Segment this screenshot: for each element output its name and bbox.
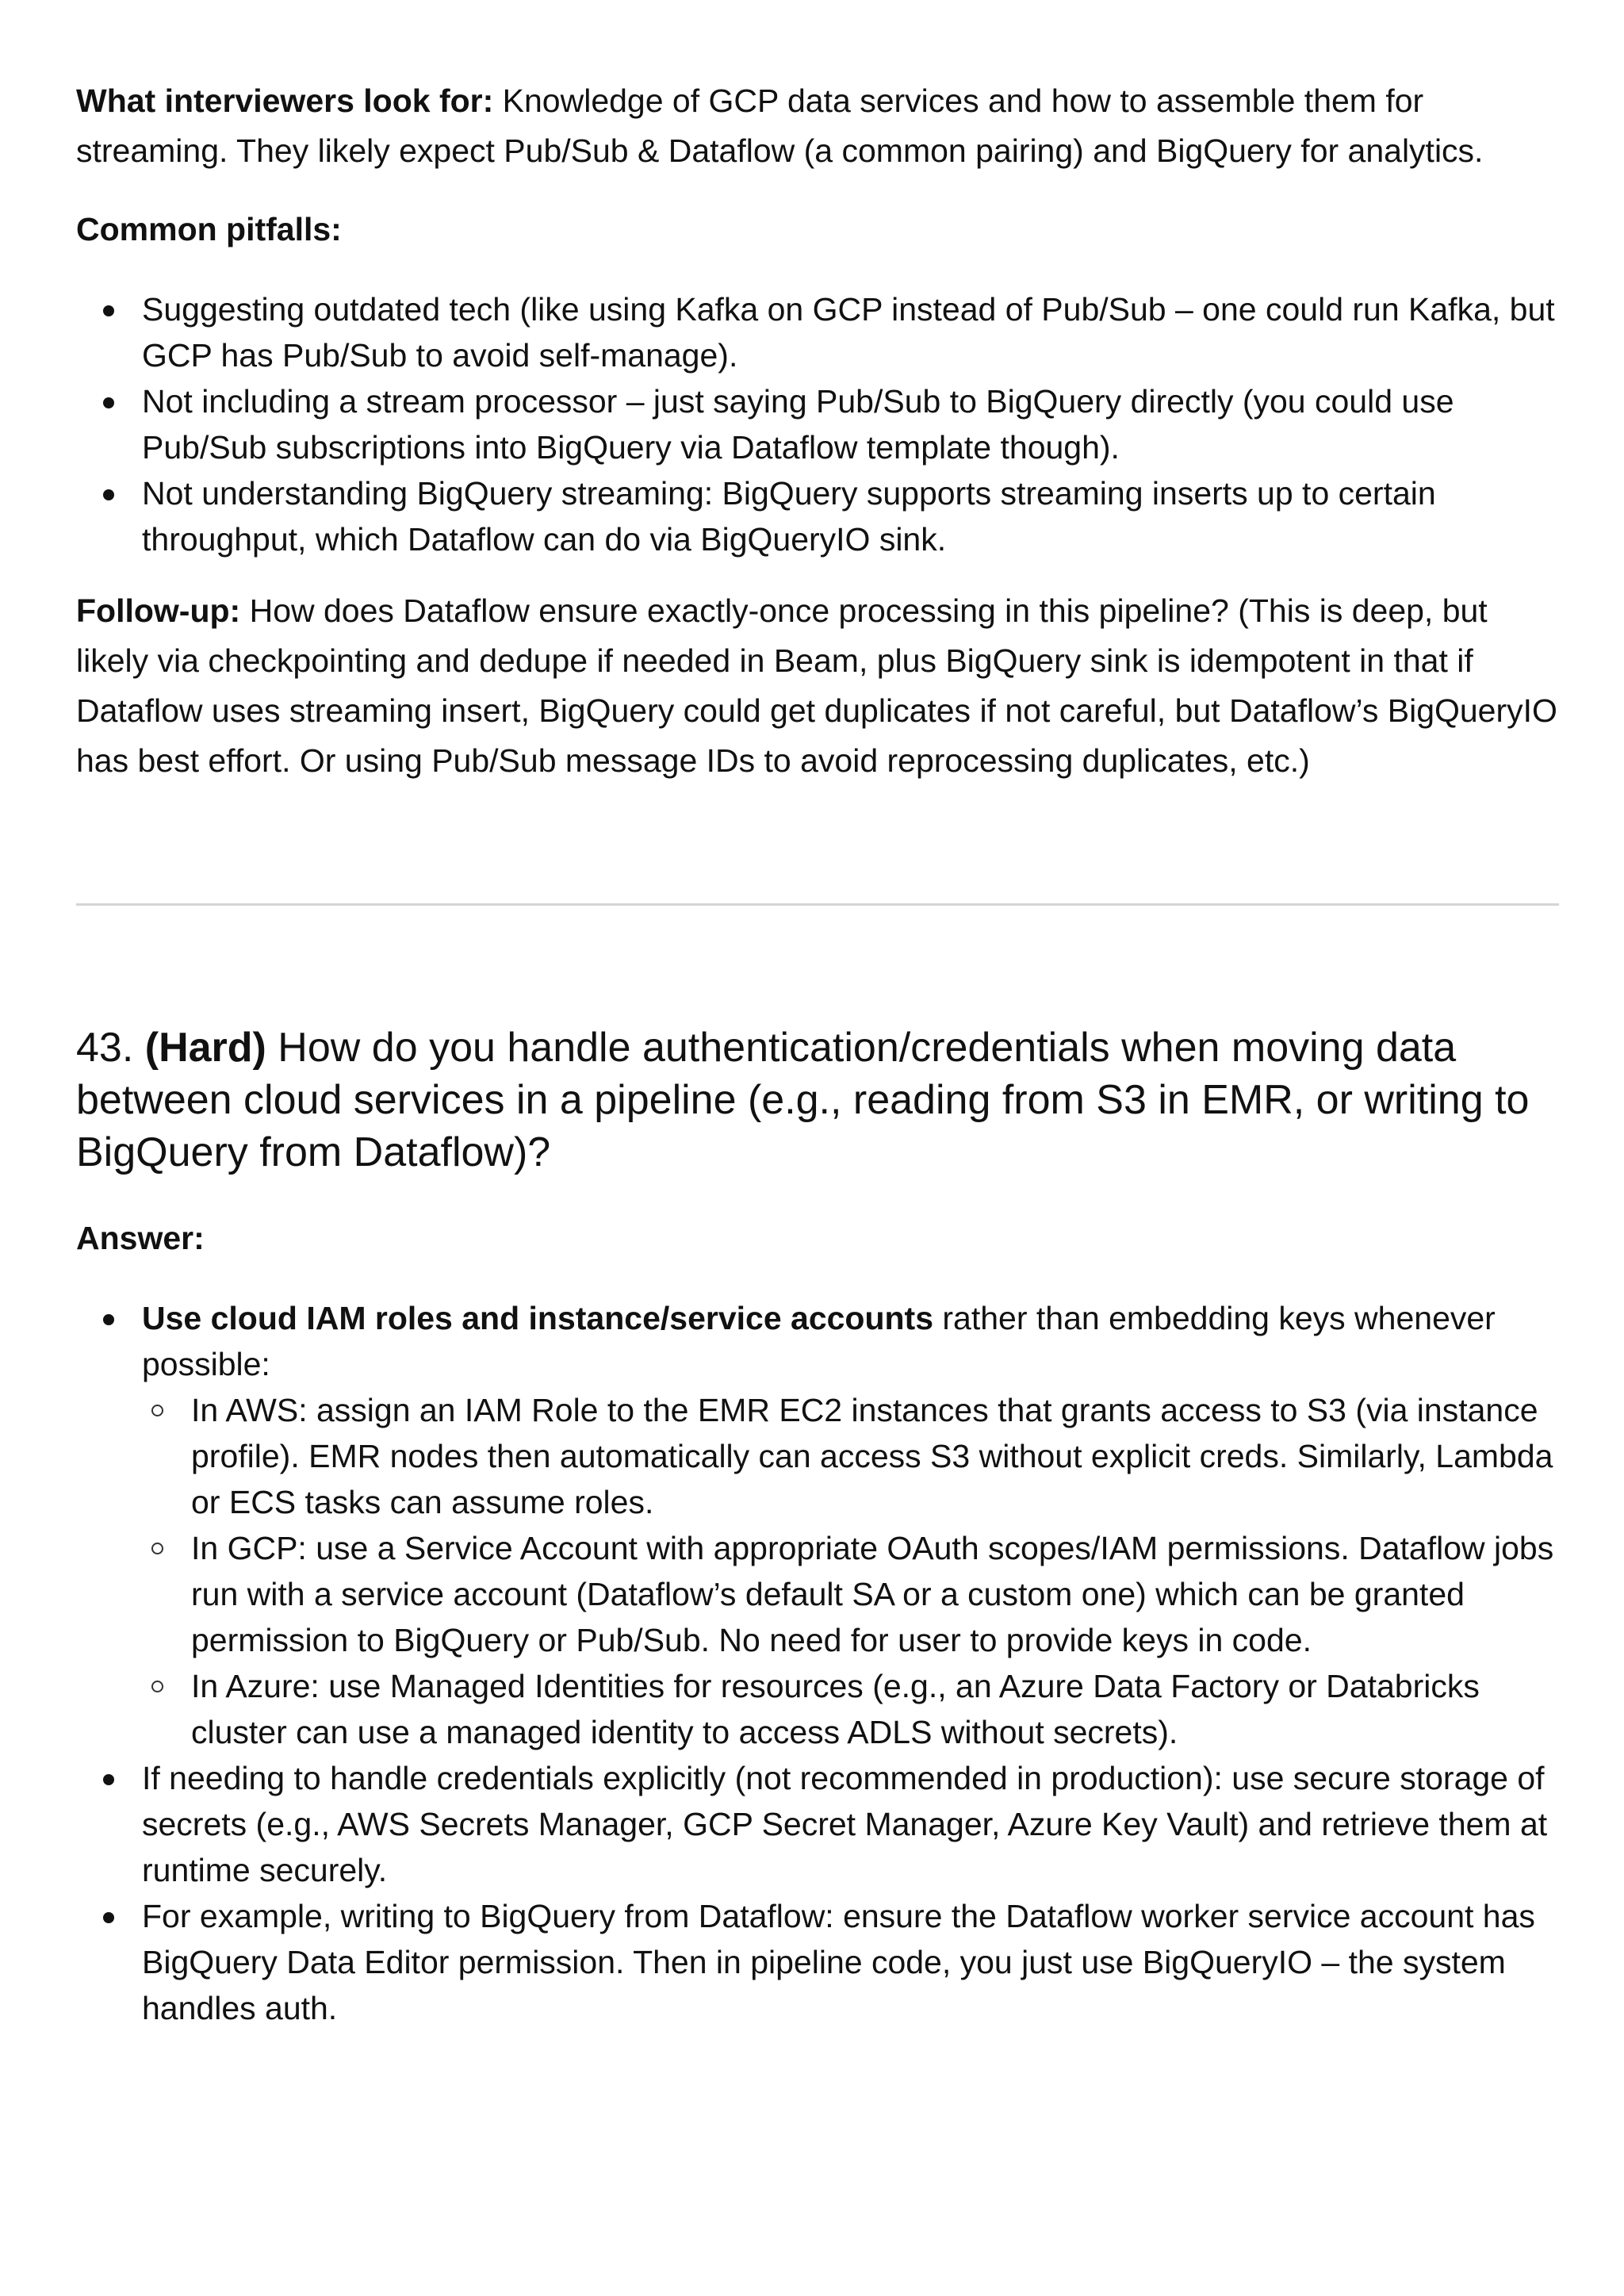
bullet-icon xyxy=(103,1774,114,1785)
question-number: 43. xyxy=(76,1025,134,1071)
list-item xyxy=(142,1387,1559,1525)
question-text: How do you handle authentication/credentials when moving data between cloud services in a pipeline (e.g., reading from S3 in EMR, or writing to BigQuery from Dataflow)? xyxy=(76,1025,1530,1175)
sub-bullet-icon xyxy=(151,1681,163,1692)
pitfall-text: Suggesting outdated tech (like using Kafka on GCP instead of Pub/Sub – one could run Kafka, but GCP has Pub/Sub to avoid self-manage). xyxy=(142,291,1555,374)
interviewers-look-for-paragraph xyxy=(76,76,1559,176)
sub-item-text: In AWS: assign an IAM Role to the EMR EC2 instances that grants access to S3 (via instance profile). EMR nodes then automatically can access S3 without explicit creds. Similarly, Lambda or ECS tasks can assume roles. xyxy=(191,1392,1553,1520)
list-item xyxy=(76,470,1559,562)
list-item xyxy=(76,286,1559,378)
answer-sub-list xyxy=(142,1387,1559,1755)
answer-list xyxy=(76,1295,1559,2031)
pitfall-text: Not including a stream processor – just saying Pub/Sub to BigQuery directly (you could use Pub/Sub subscriptions into BigQuery via Dataflow template though). xyxy=(142,383,1454,466)
list-item xyxy=(76,1893,1559,2031)
pitfall-text: Not understanding BigQuery streaming: BigQuery supports streaming inserts up to certain throughput, which Dataflow can do via BigQueryIO sink. xyxy=(142,475,1436,558)
list-item xyxy=(142,1663,1559,1755)
sub-bullet-icon xyxy=(151,1405,163,1416)
sub-item-text: In GCP: use a Service Account with appropriate OAuth scopes/IAM permissions. Dataflow jobs run with a service account (Dataflow’s default SA or a custom one) which can be granted permission to BigQuery or Pub/Sub. No need for user to provide keys in code. xyxy=(191,1530,1554,1658)
sub-item-text: In Azure: use Managed Identities for resources (e.g., an Azure Data Factory or Databricks cluster can use a managed identity to access ADLS without secrets). xyxy=(191,1668,1480,1750)
question-heading xyxy=(76,1022,1559,1179)
common-pitfalls-label: Common pitfalls: xyxy=(76,211,342,247)
answer-bullet-bold: Use cloud IAM roles and instance/service accounts xyxy=(142,1300,934,1336)
bullet-icon xyxy=(103,1912,114,1923)
follow-up-text: How does Dataflow ensure exactly-once processing in this pipeline? (This is deep, but likely via checkpointing and dedupe if needed in Beam, plus BigQuery sink is idempotent in that if Dataflow uses streaming insert, BigQuery could get duplicates if not careful, but Dataflow’s BigQueryIO has best effort. Or using Pub/Sub message IDs to avoid reprocessing duplicates, etc.) xyxy=(76,592,1557,779)
follow-up-paragraph xyxy=(76,586,1559,786)
bullet-icon xyxy=(103,489,114,500)
bullet-icon xyxy=(103,397,114,408)
pitfalls-list xyxy=(76,286,1559,562)
answer-bullet-text: rather than embedding keys whenever possible: xyxy=(142,1300,1496,1382)
interviewers-look-for-label: What interviewers look for: xyxy=(76,82,494,119)
bullet-icon xyxy=(103,305,114,316)
list-item xyxy=(76,378,1559,470)
answer-bullet-text: If needing to handle credentials explicitly (not recommended in production): use secure storage of secrets (e.g., AWS Secrets Manager, GCP Secret Manager, Azure Key Vault) and retrieve them at runtime securely. xyxy=(142,1760,1548,1888)
sub-bullet-icon xyxy=(151,1543,163,1554)
interviewers-look-for-text: Knowledge of GCP data services and how to assemble them for streaming. They likely expect Pub/Sub & Dataflow (a common pairing) and BigQuery for analytics. xyxy=(76,82,1484,169)
follow-up-label: Follow-up: xyxy=(76,592,241,629)
question-difficulty: (Hard) xyxy=(144,1025,266,1071)
list-item xyxy=(76,1295,1559,1755)
bullet-icon xyxy=(103,1314,114,1325)
answer-label: Answer: xyxy=(76,1220,205,1256)
list-item xyxy=(76,1755,1559,1893)
list-item xyxy=(142,1525,1559,1663)
answer-bullet-text: For example, writing to BigQuery from Dataflow: ensure the Dataflow worker service account has BigQuery Data Editor permission. Then in pipeline code, you just use BigQueryIO – the system handles auth. xyxy=(142,1898,1535,2026)
document-page xyxy=(76,76,1559,2031)
